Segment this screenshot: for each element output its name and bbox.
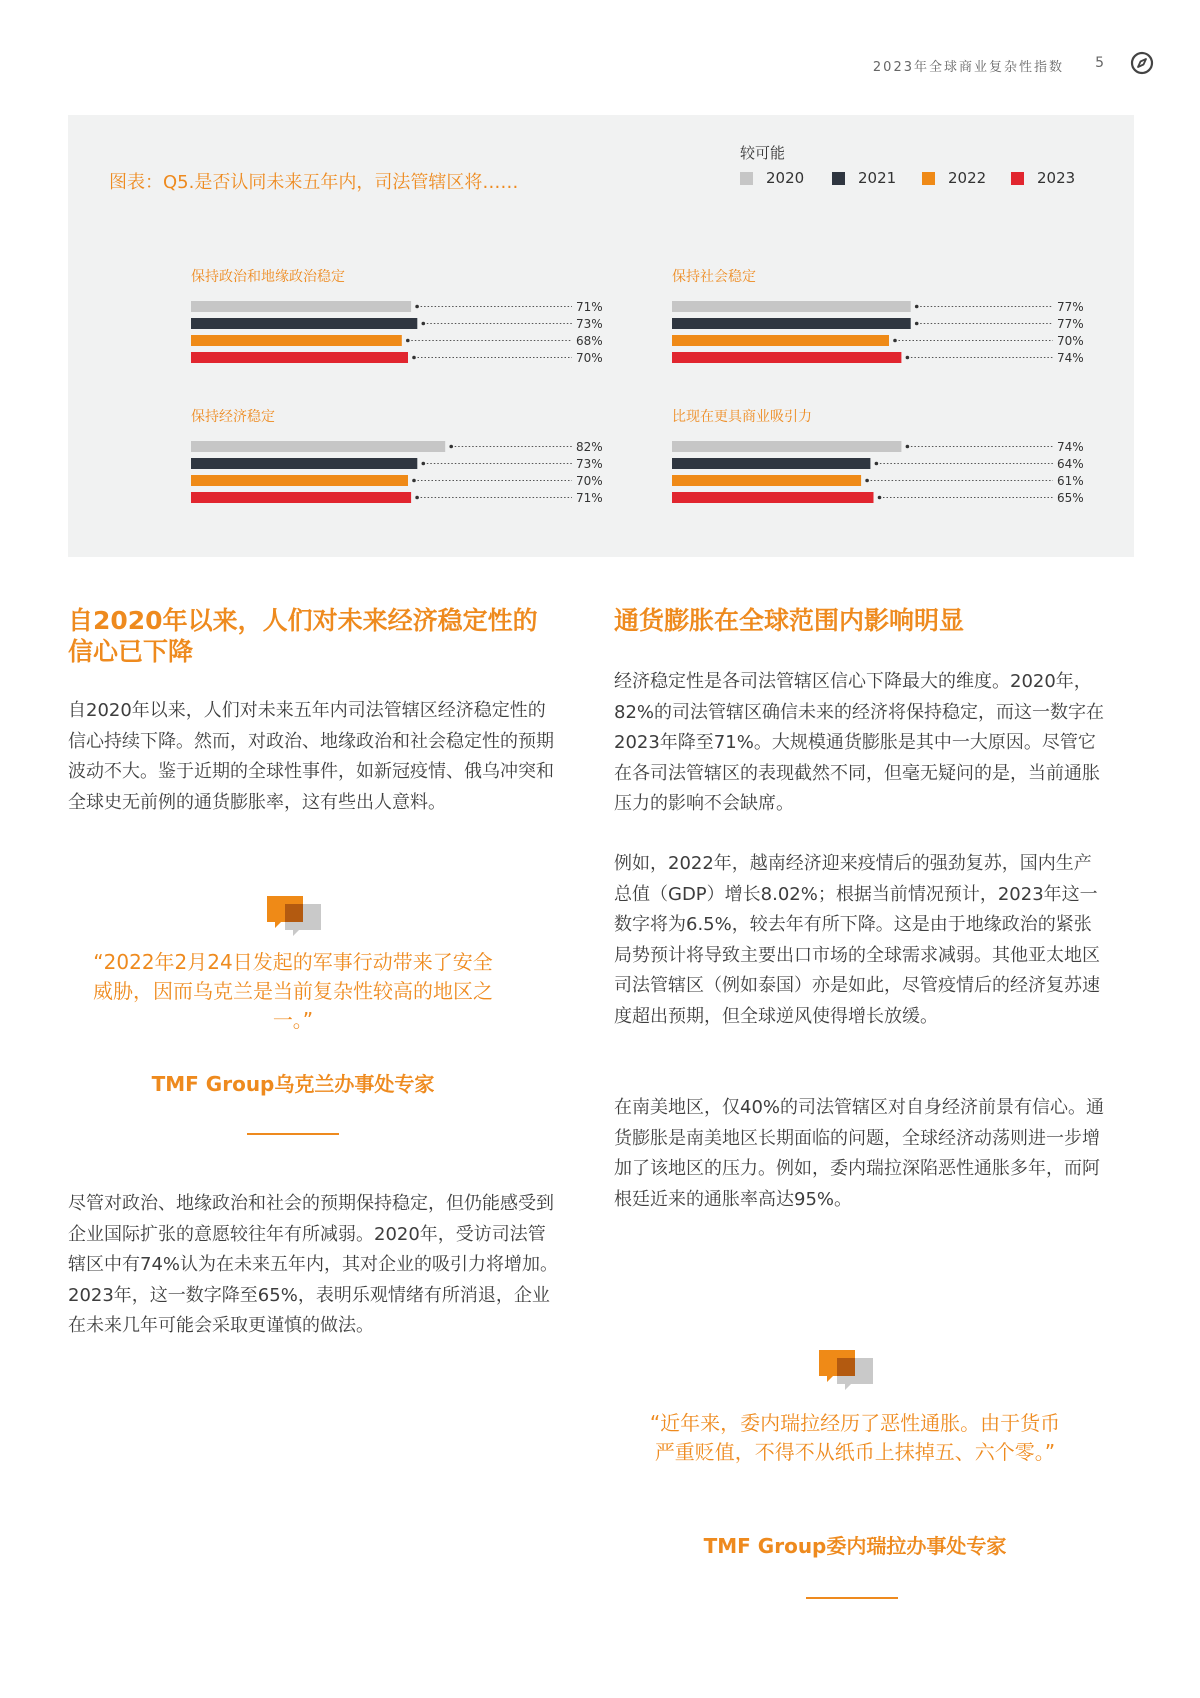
leader-dot [906, 356, 910, 360]
right-paragraph-2: 例如，2022年，越南经济迎来疫情后的强劲复苏，国内生产总值（GDP）增长8.02%；根据当前情况预计，2023年这一数字将为6.5%，较去年有所下降。这是由于地缘政治的紧张局势预计将导致主要出口市场的全球需求减弱。其他亚太地区司法管辖区（例如泰国）亦是如此，尽管疫情后的经济复苏速度超出预期，但全球逆风使得增长放缓。 [614, 853, 1100, 1027]
panel-label: 保持社会稳定 [672, 269, 756, 285]
leader-dot [412, 356, 416, 360]
bar-2020 [672, 441, 901, 452]
leader-dot [865, 479, 869, 483]
value-label: 74% [1057, 440, 1084, 454]
leader-dot [422, 322, 426, 326]
speech-bubbles-icon [265, 894, 323, 938]
legend-label: 2022 [948, 169, 987, 187]
bar-2022 [672, 475, 861, 486]
left-paragraph-2: 尽管对政治、地缘政治和社会的预期保持稳定，但仍能感受到企业国际扩张的意愿较往年有所减弱。2020年，受访司法管辖区中有74%认为在未来五年内，其对企业的吸引力将增加。2023年，这一数字降至65%，表明乐观情绪有所消退，企业在未来几年可能会采取更谨慎的做法。 [68, 1193, 559, 1336]
legend-label: 2023 [1037, 169, 1076, 187]
value-label: 68% [576, 334, 603, 348]
left-heading: 自2020年以来，人们对未来经济稳定性的信心已下降 [68, 606, 538, 666]
bar-2020 [672, 301, 911, 312]
bar-2023 [672, 352, 901, 363]
divider [806, 1597, 898, 1599]
leader-dot [415, 496, 419, 500]
left-quote: “2022年2月24日发起的军事行动带来了安全威胁，因而乌克兰是当前复杂性较高的地区之一。” [93, 950, 493, 1032]
leader-dot [906, 445, 910, 449]
compass-logo-icon [1130, 51, 1154, 75]
leader-dot [893, 339, 897, 343]
value-label: 64% [1057, 457, 1084, 471]
bar-2022 [672, 335, 889, 346]
legend-label: 2020 [766, 169, 805, 187]
legend-title: 较可能 [740, 144, 786, 162]
value-label: 77% [1057, 300, 1084, 314]
leader-dot [915, 305, 919, 309]
bar-2021 [191, 318, 417, 329]
leader-dot [422, 462, 426, 466]
leader-dot [412, 479, 416, 483]
bar-2021 [672, 318, 911, 329]
report-title: 2023年全球商业复杂性指数 [872, 60, 1064, 75]
bar-2021 [672, 458, 870, 469]
left-quote-attribution: TMF Group乌克兰办事处专家 [151, 1072, 435, 1096]
leader-dot [415, 305, 419, 309]
speech-bubbles-icon [817, 1348, 875, 1392]
right-heading: 通货膨胀在全球范围内影响明显 [614, 606, 965, 635]
bar-2021 [191, 458, 417, 469]
leader-dot [915, 322, 919, 326]
page-number: 5 [1095, 55, 1104, 71]
value-label: 74% [1057, 351, 1084, 365]
right-paragraph-3: 在南美地区，仅40%的司法管辖区对自身经济前景有信心。通货膨胀是南美地区长期面临的问题，全球经济动荡则进一步增加了该地区的压力。例如，委内瑞拉深陷恶性通胀多年，而阿根廷近来的通胀率高达95%。 [614, 1097, 1105, 1210]
bar-2022 [191, 335, 402, 346]
divider [247, 1133, 339, 1135]
bar-chart [68, 115, 1134, 557]
value-label: 61% [1057, 474, 1084, 488]
right-paragraph-1: 经济稳定性是各司法管辖区信心下降最大的维度。2020年，82%的司法管辖区确信未来的经济将保持稳定，而这一数字在2023年降至71%。大规模通货膨胀是其中一大原因。尽管它在各司法管辖区的表现截然不同，但毫无疑问的是，当前通胀压力的影响不会缺席。 [614, 671, 1105, 814]
panel-label: 保持经济稳定 [191, 409, 275, 425]
value-label: 65% [1057, 491, 1084, 505]
bar-2022 [191, 475, 408, 486]
bar-2020 [191, 441, 445, 452]
right-quote-attribution: TMF Group委内瑞拉办事处专家 [703, 1534, 1007, 1558]
value-label: 77% [1057, 317, 1084, 331]
chart-title: 图表：Q5.是否认同未来五年内，司法管辖区将…… [109, 172, 519, 193]
panel-label: 比现在更具商业吸引力 [672, 409, 812, 425]
value-label: 70% [576, 351, 603, 365]
bar-2023 [191, 492, 411, 503]
chart-panel [68, 115, 1134, 557]
left-paragraph-1: 自2020年以来，人们对未来五年内司法管辖区经济稳定性的信心持续下降。然而，对政治、地缘政治和社会稳定性的预期波动不大。鉴于近期的全球性事件，如新冠疫情、俄乌冲突和全球史无前例的通货膨胀率，这有些出人意料。 [68, 700, 554, 813]
legend-label: 2021 [858, 169, 897, 187]
bar-2023 [672, 492, 874, 503]
value-label: 70% [576, 474, 603, 488]
right-quote: “近年来，委内瑞拉经历了恶性通胀。由于货币严重贬值，不得不从纸币上抹掉五、六个零。” [649, 1411, 1061, 1464]
value-label: 71% [576, 491, 603, 505]
leader-dot [878, 496, 882, 500]
value-label: 73% [576, 457, 603, 471]
panel-label: 保持政治和地缘政治稳定 [191, 269, 345, 285]
value-label: 71% [576, 300, 603, 314]
value-label: 73% [576, 317, 603, 331]
leader-dot [449, 445, 453, 449]
bar-2023 [191, 352, 408, 363]
value-label: 82% [576, 440, 603, 454]
value-label: 70% [1057, 334, 1084, 348]
bar-2020 [191, 301, 411, 312]
leader-dot [875, 462, 879, 466]
leader-dot [406, 339, 410, 343]
